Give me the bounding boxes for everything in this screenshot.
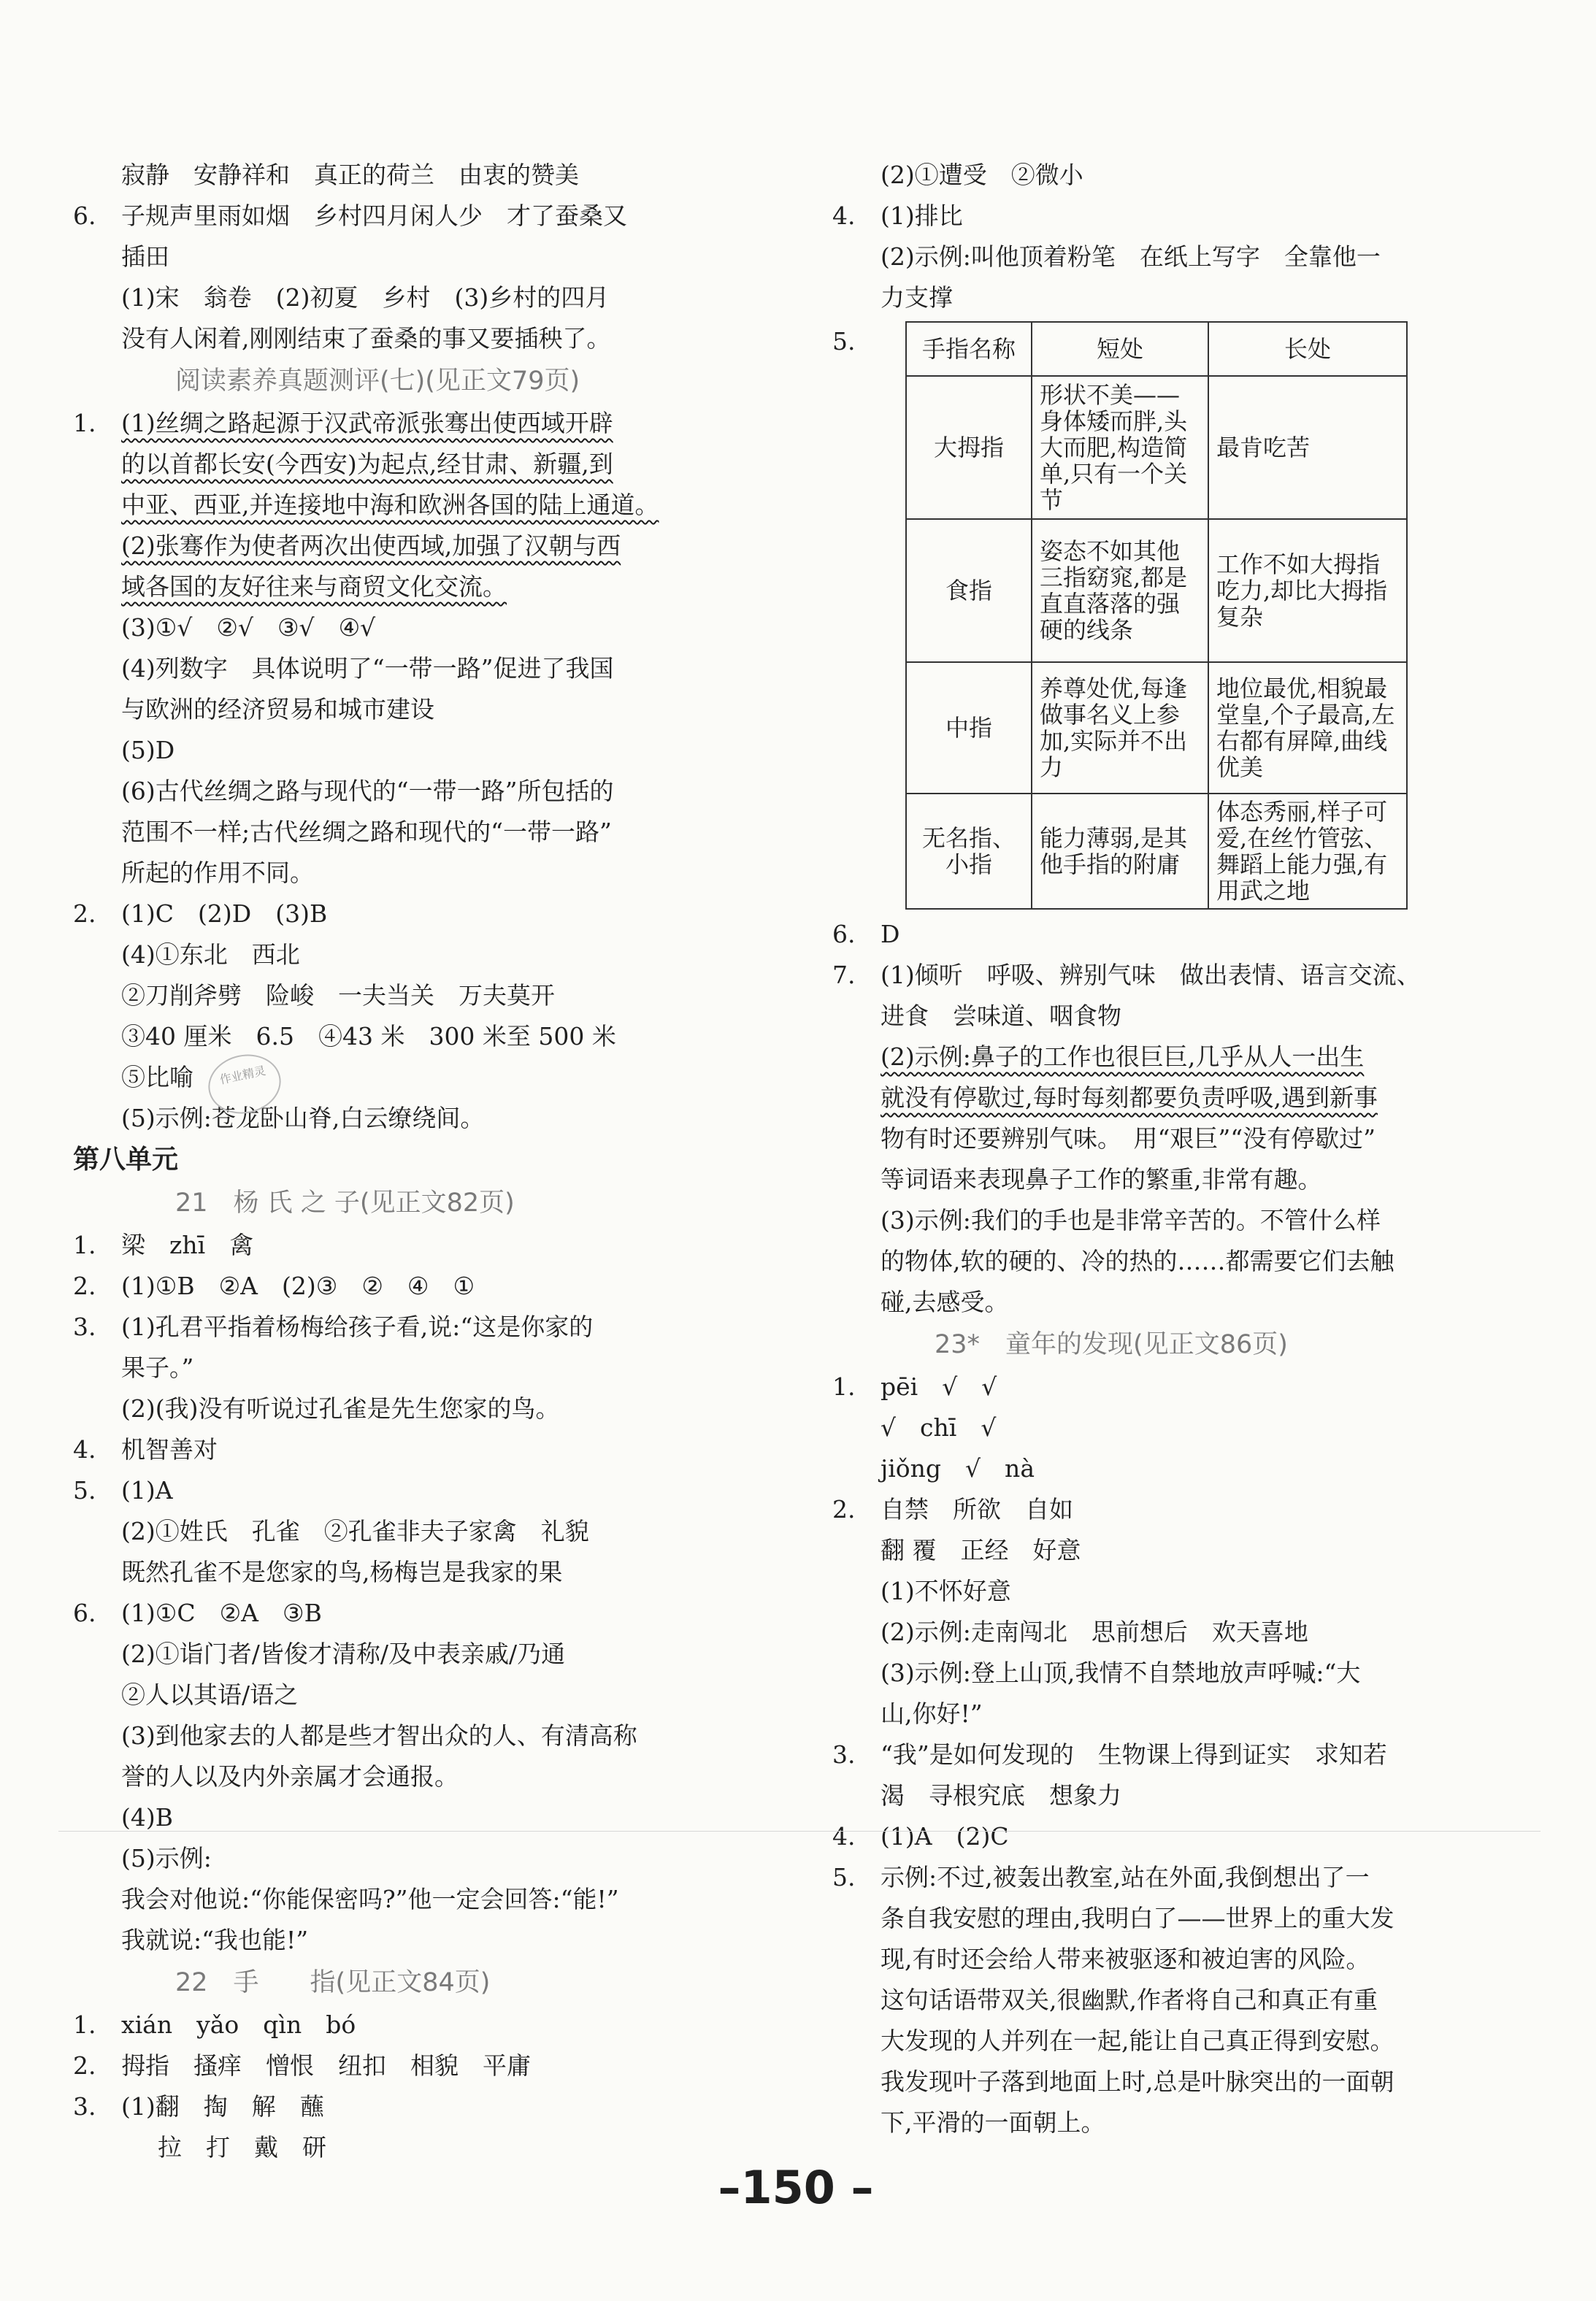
answer-line: 下,平滑的一面朝上。 (881, 2108, 1105, 2137)
answer-line: 进食 尝味道、咽食物 (881, 1002, 1121, 1030)
table-cell: 能力薄弱,是其他手指的附庸 (1032, 794, 1208, 909)
table-row (906, 794, 1407, 909)
table-cell: 工作不如大拇指吃力,却比大拇指复杂 (1208, 519, 1407, 662)
answer-line: ②刀削斧劈 险峻 一夫当关 万夫莫开 (121, 981, 555, 1010)
answer-line: √ chī √ (881, 1413, 997, 1442)
table-cell: 养尊处优,每逢做事名义上参加,实际并不出力 (1032, 662, 1208, 794)
answer-line: 我会对他说:“你能保密吗?”他一定会回答:“能!” (121, 1885, 619, 1913)
answer-line: 插田 (121, 242, 169, 271)
answer-line: 6. 子规声里雨如烟 乡村四月闲人少 才了蚕桑又 (73, 201, 627, 230)
answer-line: 力支撑 (881, 283, 953, 312)
table-cell: 大拇指 (906, 376, 1032, 519)
answer-line: (3)示例:登上山顶,我情不自禁地放声呼喊:“大 (881, 1659, 1361, 1687)
watermark-stamp: 作业精灵 (203, 1048, 286, 1120)
answer-line: (2)示例:鼻子的工作也很巨巨,几乎从人一出生 (881, 1042, 1365, 1071)
answer-line: 2. 自禁 所欲 自如 (832, 1495, 1073, 1524)
answer-line: 与欧洲的经济贸易和城市建设 (121, 695, 434, 723)
answer-line: (2)(我)没有听说过孔雀是先生您家的鸟。 (121, 1394, 560, 1423)
table-block: 5. 手指名称 短处 长处 大拇指 形状不美——身体矮而胖,头大而肥,构造简单,只有一个关节 最肯吃苦 食指 姿态不如其他三指窈窕,都是直直落落的强硬的线条 工作不如大拇指吃力,却比大拇指复杂 中指 养尊处优,每逢做事名义上参加,实际并不出力 地位最优,相貌最堂皇,个子最高,左右都有屏障,曲线优美 无名指、小指 能力薄弱,是其他手指的附庸 体态秀丽,样子可爱,在丝竹管弦、舞蹈上能力强,有用武之地 (832, 321, 1533, 910)
answer-line: 5. (1)A (73, 1476, 173, 1505)
table-row (906, 519, 1407, 662)
answer-line: 我就说:“我也能!” (121, 1926, 309, 1954)
page-number: –150 – (718, 2161, 874, 2214)
table-cell: 最肯吃苦 (1208, 376, 1407, 519)
answer-line: 1. (1)丝绸之路起源于汉武帝派张骞出使西域开辟 (73, 409, 613, 437)
answer-line: ⑤比喻 (121, 1063, 193, 1091)
answer-line: 范围不一样;古代丝绸之路和现代的“一带一路” (121, 818, 612, 846)
section-title: 21 杨 氏 之 子(见正文82页) (175, 1188, 515, 1218)
table-cell: 姿态不如其他三指窈窕,都是直直落落的强硬的线条 (1032, 519, 1208, 662)
answer-line: 6. (1)①C ②A ③B (73, 1599, 322, 1627)
answer-line: (2)张骞作为使者两次出使西域,加强了汉朝与西 (121, 531, 621, 560)
answer-line: 4. (1)排比 (832, 201, 963, 230)
table-header: 手指名称 (906, 322, 1032, 376)
answer-line: 2. 拇指 搔痒 憎恨 纽扣 相貌 平庸 (73, 2051, 531, 2080)
answer-line: 条自我安慰的理由,我明白了——世界上的重大发 (881, 1904, 1394, 1932)
table-row (906, 662, 1407, 794)
answer-line: 誉的人以及内外亲属才会通报。 (121, 1762, 459, 1791)
answer-line: 1. pēi √ √ (832, 1372, 997, 1401)
answer-line: 4. 机智善对 (73, 1435, 218, 1464)
answer-line: (3)到他家去的人都是些才智出众的人、有清高称 (121, 1721, 637, 1750)
answer-line: 寂静 安静祥和 真正的荷兰 由衷的赞美 (121, 161, 579, 189)
answer-line: (2)①姓氏 孔雀 ②孔雀非夫子家禽 礼貌 (121, 1517, 589, 1545)
answer-line: (4)B (121, 1803, 173, 1832)
answer-line: (5)示例: (121, 1844, 212, 1872)
answer-line: 大发现的人并列在一起,能让自己真正得到安慰。 (881, 2027, 1394, 2055)
answer-line: (5)D (121, 736, 175, 764)
section-title: 阅读素养真题测评(七)(见正文79页) (175, 366, 580, 396)
answer-line: 碰,去感受。 (881, 1288, 1009, 1316)
answer-line: 翻 覆 正经 好意 (881, 1536, 1081, 1564)
answer-line: ②人以其语/语之 (121, 1680, 299, 1709)
section-title: 23* 童年的发现(见正文86页) (935, 1330, 1288, 1359)
answer-line: 2. (1)①B ②A (2)③ ② ④ ① (73, 1272, 475, 1300)
answer-line: (2)①遭受 ②微小 (881, 161, 1083, 189)
answer-line: (1)不怀好意 (881, 1577, 1011, 1605)
answer-line: 1. 梁 zhī 禽 (73, 1231, 254, 1259)
answer-line: 所起的作用不同。 (121, 858, 314, 887)
answer-line: 现,有时还会给人带来被驱逐和被迫害的风险。 (881, 1945, 1370, 1973)
answer-line: (2)示例:走南闯北 思前想后 欢天喜地 (881, 1618, 1308, 1646)
answer-line: 1. xián yǎo qìn bó (73, 2010, 356, 2039)
table-cell: 体态秀丽,样子可爱,在丝竹管弦、舞蹈上能力强,有用武之地 (1208, 794, 1407, 909)
answer-line: 的以首都长安(今西安)为起点,经甘肃、新疆,到 (121, 450, 613, 478)
answer-line: 果子。” (121, 1353, 194, 1382)
unit-title: 第八单元 (73, 1145, 179, 1175)
table-cell: 食指 (906, 519, 1032, 662)
table-cell: 无名指、小指 (906, 794, 1032, 909)
table-header-row (906, 322, 1407, 376)
answer-line: jiǒng √ nà (881, 1454, 1035, 1483)
answer-line: 3. “我”是如何发现的 生物课上得到证实 求知若 (832, 1740, 1387, 1769)
table-cell: 地位最优,相貌最堂皇,个子最高,左右都有屏障,曲线优美 (1208, 662, 1407, 794)
answer-line: (3)①√ ②√ ③√ ④√ (121, 613, 376, 642)
table-cell: 形状不美——身体矮而胖,头大而肥,构造简单,只有一个关节 (1032, 376, 1208, 519)
table-header: 长处 (1208, 322, 1407, 376)
answer-line: (6)古代丝绸之路与现代的“一带一路”所包括的 (121, 777, 614, 805)
answer-line: (3)示例:我们的手也是非常辛苦的。不管什么样 (881, 1206, 1381, 1234)
answer-line: ③40 厘米 6.5 ④43 米 300 米至 500 米 (121, 1022, 616, 1050)
answer-line: (4)①东北 西北 (121, 940, 300, 969)
answer-line: 这句话语带双关,很幽默,作者将自己和真正有重 (881, 1986, 1378, 2014)
table-row (906, 376, 1407, 519)
answer-line: 既然孔雀不是您家的鸟,杨梅岂是我家的果 (121, 1558, 563, 1586)
answer-line: 拉 打 戴 研 (158, 2133, 326, 2162)
answer-line: 2. (1)C (2)D (3)B (73, 899, 328, 928)
answer-line: 7. (1)倾听 呼吸、辨别气味 做出表情、语言交流、 (832, 961, 1421, 989)
right-column (832, 155, 1533, 2143)
faint-divider (58, 1831, 1541, 1832)
table-cell: 中指 (906, 662, 1032, 794)
answer-line: 4. (1)A (2)C (832, 1822, 1009, 1851)
answer-line: 就没有停歇过,每时每刻都要负责呼吸,遇到新事 (881, 1083, 1378, 1112)
answer-line: 3. (1)翻 掏 解 蘸 (73, 2092, 324, 2121)
answer-line: (4)列数字 具体说明了“一带一路”促进了我国 (121, 654, 614, 683)
finger-table (905, 321, 1408, 910)
answer-line: 3. (1)孔君平指着杨梅给孩子看,说:“这是你家的 (73, 1313, 594, 1341)
answer-line: 6. D (832, 920, 900, 948)
answer-line: (1)宋 翁卷 (2)初夏 乡村 (3)乡村的四月 (121, 283, 610, 312)
answer-line: 山,你好!” (881, 1699, 983, 1728)
answer-line: 等词语来表现鼻子工作的繁重,非常有趣。 (881, 1165, 1322, 1194)
answer-line: 5. 示例:不过,被轰出教室,站在外面,我倒想出了一 (832, 1863, 1370, 1891)
answer-line: (2)①诣门者/皆俊才清称/及中表亲戚/乃通 (121, 1640, 566, 1668)
answer-line: (5)示例:苍龙卧山脊,白云缭绕间。 (121, 1104, 485, 1132)
answer-line: (2)示例:叫他顶着粉笔 在纸上写字 全靠他一 (881, 242, 1381, 271)
answer-line: 物有时还要辨别气味。 用“艰巨”“没有停歇过” (881, 1124, 1376, 1153)
answer-line: 域各国的友好往来与商贸文化交流。 (121, 572, 507, 601)
answer-line: 我发现叶子落到地面上时,总是叶脉突出的一面朝 (881, 2067, 1394, 2096)
answer-line: 渴 寻根究底 想象力 (881, 1781, 1121, 1810)
answer-line: 中亚、西亚,并连接地中海和欧洲各国的陆上通道。 (121, 491, 659, 519)
answer-line: 的物体,软的硬的、冷的热的……都需要它们去触 (881, 1247, 1394, 1275)
table-header: 短处 (1032, 322, 1208, 376)
left-column (73, 155, 759, 2168)
section-title: 22 手 指(见正文84页) (175, 1968, 491, 1997)
answer-line: 没有人闲着,刚刚结束了蚕桑的事又要插秧了。 (121, 324, 611, 353)
